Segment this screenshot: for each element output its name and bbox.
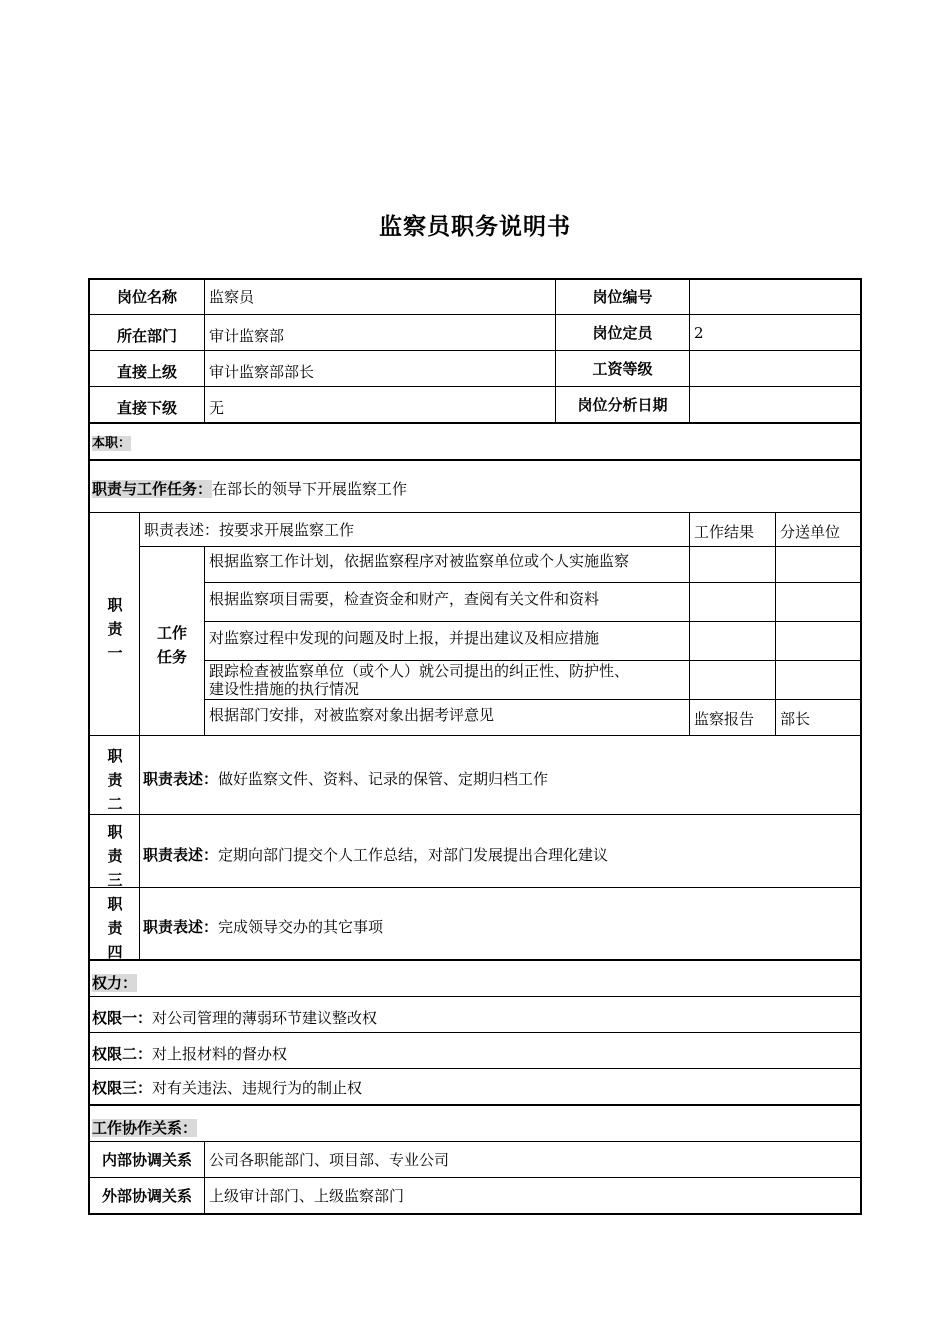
position-no-value <box>690 280 860 314</box>
power-item-1: 权限一：对公司管理的薄弱环节建议整改权 <box>92 1009 378 1027</box>
superior-value: 审计监察部部长 <box>209 362 315 381</box>
duty1-side-label: 职 责 一 <box>107 596 123 662</box>
internal-relations-value: 公司各职能部门、项目部、专业公司 <box>209 1150 450 1169</box>
task-label: 工作 任务 <box>156 624 187 666</box>
duty4-desc: 职责表述：完成领导交办的其它事项 <box>143 918 384 936</box>
duty4-side-label: 职 责 四 <box>107 895 123 961</box>
task-4: 跟踪检查被监察单位（或个人）就公司提出的纠正性、防护性、 建设性措施的执行情况 <box>209 662 630 698</box>
dept-value: 审计监察部 <box>209 326 285 345</box>
analysis-date-value <box>690 387 860 422</box>
duty3-desc: 职责表述：定期向部门提交个人工作总结，对部门发展提出合理化建议 <box>143 846 609 864</box>
duty3-side-label: 职 责 三 <box>107 823 123 889</box>
col-work-result: 工作结果 <box>694 522 755 541</box>
subordinate-value: 无 <box>209 398 225 417</box>
superior-label: 直接上级 <box>116 362 177 381</box>
task-5-result: 监察报告 <box>694 710 755 728</box>
dept-label: 所在部门 <box>116 326 177 345</box>
task-5: 根据部门安排，对被监察对象出据考评意见 <box>209 706 495 724</box>
relations-label: 工作协作关系： <box>92 1119 198 1137</box>
quota-label: 岗位定员 <box>592 323 653 342</box>
responsibility-label: 职责与工作任务： <box>92 480 213 498</box>
quota-value: 2 <box>694 323 704 342</box>
duty1-desc: 职责表述：按要求开展监察工作 <box>144 520 355 539</box>
duty-main-label: 本职： <box>92 436 132 451</box>
external-relations-value: 上级审计部门、上级监察部门 <box>209 1186 405 1205</box>
page-title: 监察员职务说明书 <box>379 214 571 240</box>
responsibility-row <box>92 480 407 500</box>
salary-label: 工资等级 <box>592 359 653 378</box>
power-item-2: 权限二：对上报材料的督办权 <box>92 1045 288 1063</box>
position-name-value: 监察员 <box>209 288 255 306</box>
subordinate-label: 直接下级 <box>116 398 177 417</box>
task-1: 根据监察工作计划，依据监察程序对被监察单位或个人实施监察 <box>209 552 630 570</box>
internal-relations-label: 内部协调关系 <box>101 1150 192 1169</box>
task-2: 根据监察项目需要，检查资金和财产，查阅有关文件和资料 <box>209 590 600 608</box>
power-item-3: 权限三：对有关违法、违规行为的制止权 <box>92 1079 363 1097</box>
duty2-desc: 职责表述：做好监察文件、资料、记录的保管、定期归档工作 <box>143 770 549 788</box>
responsibility-text: 在部长的领导下开展监察工作 <box>212 480 408 498</box>
analysis-date-label: 岗位分析日期 <box>577 395 668 414</box>
col-dest-unit: 分送单位 <box>780 522 841 541</box>
task-5-dest: 部长 <box>780 710 811 728</box>
task-3: 对监察过程中发现的问题及时上报，并提出建议及相应措施 <box>209 629 600 647</box>
external-relations-label: 外部协调关系 <box>101 1186 192 1205</box>
salary-value <box>690 351 860 386</box>
duty2-side-label: 职 责 二 <box>107 747 123 813</box>
position-no-label: 岗位编号 <box>592 288 653 306</box>
position-name-label: 岗位名称 <box>116 288 177 306</box>
power-label: 权力： <box>92 974 138 992</box>
